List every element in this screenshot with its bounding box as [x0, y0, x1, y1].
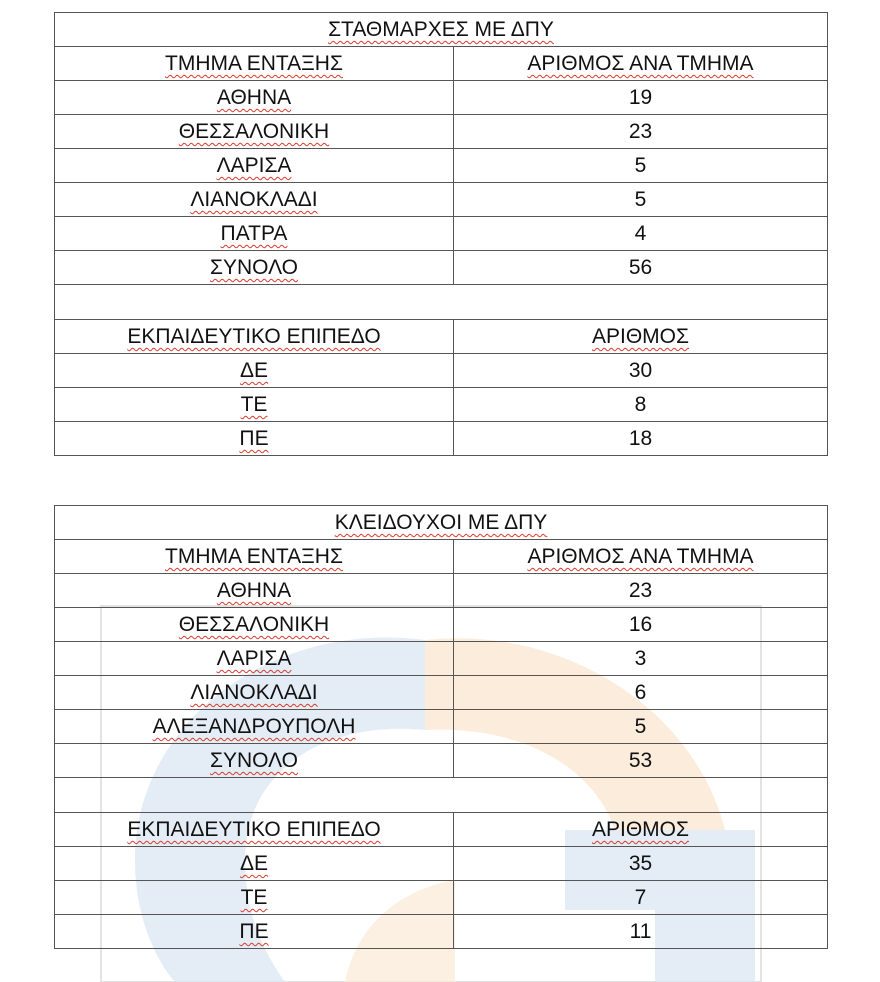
- total-label: ΣΥΝΟΛΟ: [55, 251, 454, 285]
- table-header-row: [55, 813, 828, 847]
- education-level: ΔΕ: [55, 354, 454, 388]
- column-header-department: ΤΜΗΜΑ ΕΝΤΑΞΗΣ: [55, 47, 454, 81]
- education-count: 18: [454, 422, 828, 456]
- table-row: [55, 422, 828, 456]
- table-header-row: [55, 47, 828, 81]
- table-row: [55, 676, 828, 710]
- spacer-row: [55, 778, 828, 813]
- table-kleidouxoi: [54, 505, 828, 949]
- table-title: ΣΤΑΘΜΑΡΧΕΣ ΜΕ ΔΠΥ: [55, 13, 828, 47]
- department-count: 3: [454, 642, 828, 676]
- table-row: [55, 354, 828, 388]
- empty-cell: [55, 285, 828, 320]
- department-name: ΛΙΑΝΟΚΛΑΔΙ: [55, 676, 454, 710]
- table-row: [55, 915, 828, 949]
- table-row: [55, 608, 828, 642]
- department-name: ΘΕΣΣΑΛΟΝΙΚΗ: [55, 608, 454, 642]
- total-count: 53: [454, 744, 828, 778]
- table-stathmarxes: [54, 12, 828, 456]
- table-row: [55, 115, 828, 149]
- education-level: ΤΕ: [55, 881, 454, 915]
- department-count: 5: [454, 149, 828, 183]
- education-count: 35: [454, 847, 828, 881]
- table-row: [55, 149, 828, 183]
- spacer-row: [55, 285, 828, 320]
- table-row: [55, 388, 828, 422]
- table-row: [55, 847, 828, 881]
- department-name: ΛΑΡΙΣΑ: [55, 149, 454, 183]
- total-label: ΣΥΝΟΛΟ: [55, 744, 454, 778]
- table-row: [55, 881, 828, 915]
- department-count: 19: [454, 81, 828, 115]
- column-header-count: ΑΡΙΘΜΟΣ: [454, 320, 828, 354]
- department-name: ΛΑΡΙΣΑ: [55, 642, 454, 676]
- table-header-row: [55, 540, 828, 574]
- education-count: 7: [454, 881, 828, 915]
- department-count: 16: [454, 608, 828, 642]
- column-header-count: ΑΡΙΘΜΟΣ: [454, 813, 828, 847]
- department-count: 23: [454, 574, 828, 608]
- table-header-row: [55, 320, 828, 354]
- department-name: ΑΛΕΞΑΝΔΡΟΥΠΟΛΗ: [55, 710, 454, 744]
- department-name: ΛΙΑΝΟΚΛΑΔΙ: [55, 183, 454, 217]
- table-row: [55, 183, 828, 217]
- total-row: [55, 251, 828, 285]
- column-header-education: ΕΚΠΑΙΔΕΥΤΙΚΟ ΕΠΙΠΕΔΟ: [55, 320, 454, 354]
- education-count: 11: [454, 915, 828, 949]
- total-row: [55, 744, 828, 778]
- department-count: 5: [454, 710, 828, 744]
- education-level: ΠΕ: [55, 915, 454, 949]
- department-count: 6: [454, 676, 828, 710]
- education-level: ΠΕ: [55, 422, 454, 456]
- table-row: [55, 710, 828, 744]
- education-count: 8: [454, 388, 828, 422]
- table-row: [55, 642, 828, 676]
- column-header-department: ΤΜΗΜΑ ΕΝΤΑΞΗΣ: [55, 540, 454, 574]
- department-count: 5: [454, 183, 828, 217]
- education-level: ΔΕ: [55, 847, 454, 881]
- department-count: 23: [454, 115, 828, 149]
- department-name: ΑΘΗΝΑ: [55, 81, 454, 115]
- column-header-education: ΕΚΠΑΙΔΕΥΤΙΚΟ ΕΠΙΠΕΔΟ: [55, 813, 454, 847]
- education-level: ΤΕ: [55, 388, 454, 422]
- column-header-count: ΑΡΙΘΜΟΣ ΑΝΑ ΤΜΗΜΑ: [454, 47, 828, 81]
- department-name: ΠΑΤΡΑ: [55, 217, 454, 251]
- department-name: ΘΕΣΣΑΛΟΝΙΚΗ: [55, 115, 454, 149]
- table-row: [55, 574, 828, 608]
- column-header-count: ΑΡΙΘΜΟΣ ΑΝΑ ΤΜΗΜΑ: [454, 540, 828, 574]
- table-row: [55, 217, 828, 251]
- education-count: 30: [454, 354, 828, 388]
- table-row: [55, 81, 828, 115]
- total-count: 56: [454, 251, 828, 285]
- department-name: ΑΘΗΝΑ: [55, 574, 454, 608]
- empty-cell: [55, 778, 828, 813]
- department-count: 4: [454, 217, 828, 251]
- table-title: ΚΛΕΙΔΟΥΧΟΙ ΜΕ ΔΠΥ: [55, 506, 828, 540]
